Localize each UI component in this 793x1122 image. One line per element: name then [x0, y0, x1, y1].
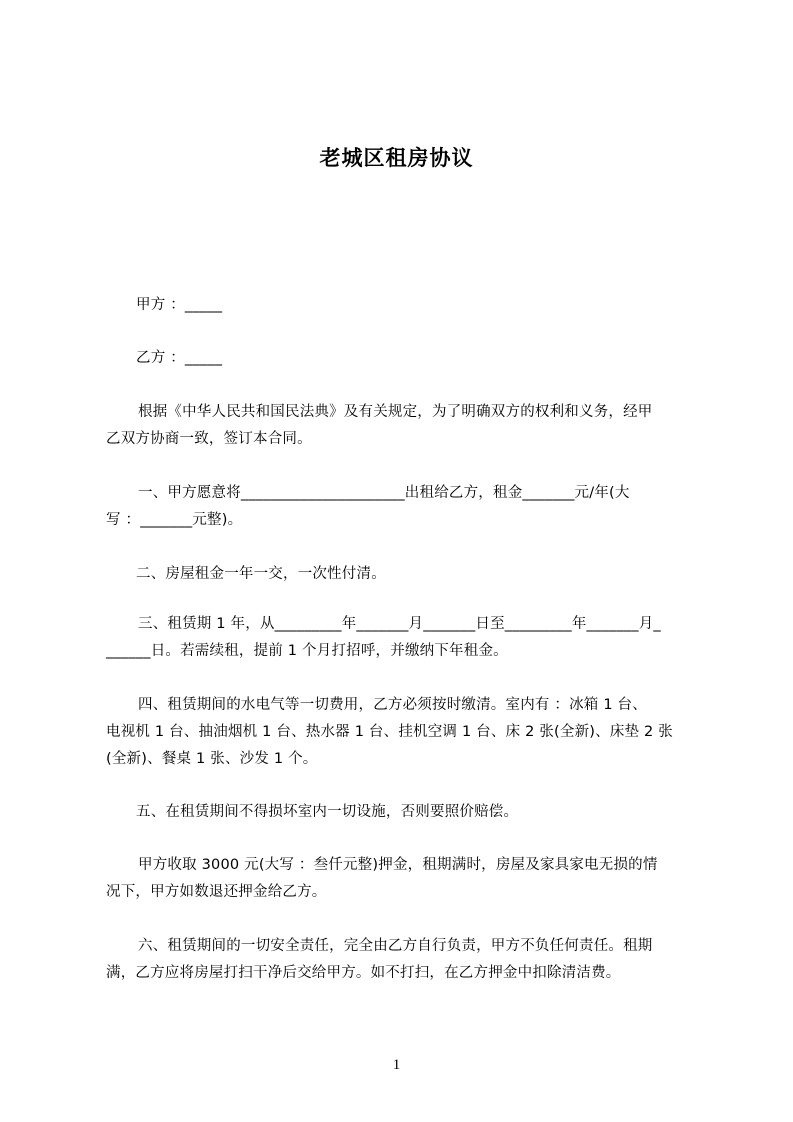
deposit-line-2: 况下，甲方如数退还押金给乙方。 [106, 884, 327, 900]
party-a-line: 甲方 ：_____ [136, 297, 223, 313]
clause-3-line-1: 三、租赁期 1 年，从_________年_______月_______日至_________年_______月_ [138, 616, 661, 632]
page-number: 1 [392, 1057, 401, 1073]
clause-5-line-1: 五、在租赁期间不得损坏室内一切设施，否则要照价赔偿。 [136, 804, 519, 820]
deposit-line-1: 甲方收取 3000 元(大写 ：叁仟元整)押金，租期满时，房屋及家具家电无损的情 [138, 857, 658, 873]
preamble-line-1: 根据《中华人民共和国民法典》及有关规定，为了明确双方的权利和义务，经甲 [138, 404, 653, 420]
clause-6-line-1: 六、租赁期间的一切安全责任，完全由乙方自行负责，甲方不负任何责任。租期 [138, 938, 653, 954]
clause-4-line-1: 四、租赁期间的水电气等一切费用，乙方必须按时缴清。室内有 ：冰箱 1 台、 [138, 697, 647, 713]
clause-6-line-2: 满，乙方应将房屋打扫干净后交给甲方。如不打扫，在乙方押金中扣除清洁费。 [106, 965, 621, 981]
clause-1-line-2: 写 ：_______元整)。 [106, 512, 243, 528]
preamble-line-2: 乙双方协商一致，签订本合同。 [106, 431, 312, 447]
page-title: 老城区租房协议 [319, 146, 474, 170]
clause-4-line-2: 电视机 1 台、抽油烟机 1 台、热水器 1 台、挂机空调 1 台、床 2 张(全新)、床垫 2 张 [106, 724, 673, 740]
clause-4-line-3: (全新)、餐桌 1 张、沙发 1 个。 [106, 751, 318, 767]
clause-2-line-1: 二、房屋租金一年一交，一次性付清。 [136, 566, 386, 582]
clause-3-line-2: ______日。若需续租，提前 1 个月打招呼，并缴纳下年租金。 [106, 643, 508, 659]
party-b-line: 乙方 ：_____ [136, 350, 223, 366]
clause-1-line-1: 一、甲方愿意将______________________出租给乙方，租金_______元/年(大 [138, 485, 630, 501]
